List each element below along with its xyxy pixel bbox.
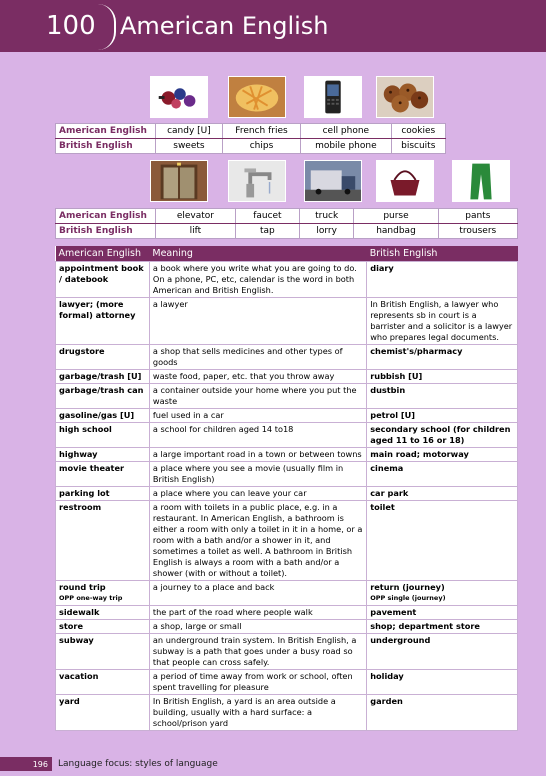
american-term-text: garbage/trash can <box>59 384 144 395</box>
american-term <box>56 369 150 383</box>
pants-image <box>452 160 510 202</box>
glossary-row <box>56 297 518 344</box>
american-term <box>56 344 150 369</box>
glossary-header <box>56 246 518 261</box>
british-word: lorry <box>299 224 353 239</box>
header-american: American English <box>56 246 150 261</box>
british-word: trousers <box>438 224 517 239</box>
british-word: biscuits <box>391 139 445 154</box>
american-term-text: yard <box>59 695 80 706</box>
american-label: American English <box>56 209 156 224</box>
american-word: pants <box>438 209 517 224</box>
british-term-text: rubbish [U] <box>370 370 423 381</box>
phone-image <box>304 76 362 118</box>
meaning: a place where you can leave your car <box>149 486 366 500</box>
american-word: purse <box>354 209 438 224</box>
american-term <box>56 461 150 486</box>
meaning: an underground train system. In British English, a subway is a path that goes under a busy road so that people can cross safely. <box>149 633 366 669</box>
american-term <box>56 383 150 408</box>
british-term <box>367 422 518 447</box>
british-term <box>367 619 518 633</box>
meaning: fuel used in a car <box>149 408 366 422</box>
british-term-text: In British English, a lawyer who represents sb in court is a barrister and a solicitor is a lawyer who prepares legal documents. <box>370 298 513 342</box>
meaning: waste food, paper, etc. that you throw away <box>149 369 366 383</box>
british-term-text: return (journey) <box>370 581 445 592</box>
glossary-row <box>56 605 518 619</box>
british-term <box>367 297 518 344</box>
meaning: a place where you see a movie (usually film in British English) <box>149 461 366 486</box>
british-word: chips <box>222 139 300 154</box>
glossary-row <box>56 633 518 669</box>
candy-image <box>150 76 208 118</box>
british-label: British English <box>56 224 156 239</box>
british-term <box>367 669 518 694</box>
meaning: a shop that sells medicines and other types of goods <box>149 344 366 369</box>
american-term <box>56 633 150 669</box>
british-term <box>367 461 518 486</box>
vocab-table-2 <box>55 208 518 239</box>
british-term-text: secondary school (for children aged 11 to 16 or 18) <box>370 423 511 445</box>
british-term <box>367 694 518 730</box>
american-word: elevator <box>156 209 236 224</box>
american-term-text: vacation <box>59 670 99 681</box>
american-term <box>56 422 150 447</box>
british-term-text: underground <box>370 634 431 645</box>
glossary-row <box>56 486 518 500</box>
american-term <box>56 619 150 633</box>
british-word: lift <box>156 224 236 239</box>
american-term <box>56 580 150 605</box>
british-term-text: pavement <box>370 606 417 617</box>
meaning: In British English, a yard is an area outside a building, usually with a hard surface: a school/prison yard <box>149 694 366 730</box>
british-term-text: holiday <box>370 670 404 681</box>
glossary-row <box>56 383 518 408</box>
american-term-text: restroom <box>59 501 102 512</box>
american-term-text: lawyer; (more formal) attorney <box>59 298 136 320</box>
glossary-row <box>56 408 518 422</box>
american-term <box>56 669 150 694</box>
header-meaning: Meaning <box>149 246 366 261</box>
british-term-text: diary <box>370 262 394 273</box>
american-term <box>56 408 150 422</box>
british-term <box>367 633 518 669</box>
british-term-text: petrol [U] <box>370 409 415 420</box>
american-term-text: sidewalk <box>59 606 100 617</box>
british-term <box>367 500 518 580</box>
footer-text: Language focus: styles of language <box>58 759 218 769</box>
meaning: a large important road in a town or between towns <box>149 447 366 461</box>
british-term <box>367 447 518 461</box>
british-term <box>367 344 518 369</box>
american-term-text: appointment book / datebook <box>59 262 144 284</box>
british-term <box>367 369 518 383</box>
american-word: truck <box>299 209 353 224</box>
purse-image <box>376 160 434 202</box>
meaning: a shop, large or small <box>149 619 366 633</box>
meaning: a container outside your home where you put the waste <box>149 383 366 408</box>
american-term-text: store <box>59 620 84 631</box>
american-label: American English <box>56 124 156 139</box>
unit-number: 100 <box>46 11 96 41</box>
unit-header <box>0 0 546 52</box>
american-term-text: highway <box>59 448 98 459</box>
american-term <box>56 486 150 500</box>
fries-image <box>228 76 286 118</box>
american-term-text: movie theater <box>59 462 125 473</box>
glossary-row <box>56 619 518 633</box>
vocab-table-1 <box>55 123 446 154</box>
glossary-row <box>56 369 518 383</box>
british-term <box>367 383 518 408</box>
american-word: cookies <box>391 124 445 139</box>
british-term <box>367 486 518 500</box>
glossary-row <box>56 580 518 605</box>
british-term-text: dustbin <box>370 384 406 395</box>
american-term-opposite: OPP one-way trip <box>59 593 123 602</box>
american-term-text: subway <box>59 634 94 645</box>
british-term-text: car park <box>370 487 409 498</box>
american-word: French fries <box>222 124 300 139</box>
meaning: a journey to a place and back <box>149 580 366 605</box>
british-term-text: main road; motorway <box>370 448 469 459</box>
glossary-row <box>56 261 518 297</box>
american-word: faucet <box>235 209 299 224</box>
meaning: a book where you write what you are going to do. On a phone, PC, etc, calendar is the word in both American and British English. <box>149 261 366 297</box>
british-term <box>367 408 518 422</box>
page-footer <box>0 756 218 772</box>
british-word: tap <box>235 224 299 239</box>
glossary-table <box>55 246 518 731</box>
american-term <box>56 500 150 580</box>
american-term <box>56 694 150 730</box>
british-word: mobile phone <box>301 139 391 154</box>
british-term-text: chemist's/pharmacy <box>370 345 463 356</box>
american-term-text: high school <box>59 423 112 434</box>
glossary-row <box>56 344 518 369</box>
american-term-text: drugstore <box>59 345 105 356</box>
american-term <box>56 261 150 297</box>
american-term-text: gasoline/gas [U] <box>59 409 135 420</box>
faucet-image <box>228 160 286 202</box>
british-word: handbag <box>354 224 438 239</box>
british-term <box>367 580 518 605</box>
glossary-row <box>56 461 518 486</box>
british-term <box>367 261 518 297</box>
british-term-opposite: OPP single (journey) <box>370 593 446 602</box>
american-word: candy [U] <box>156 124 223 139</box>
british-term-text: garden <box>370 695 403 706</box>
cookies-image <box>376 76 434 118</box>
truck-image <box>304 160 362 202</box>
british-term-text: cinema <box>370 462 404 473</box>
british-label: British English <box>56 139 156 154</box>
meaning: a lawyer <box>149 297 366 344</box>
british-row <box>56 139 446 154</box>
page-number: 196 <box>0 757 52 771</box>
glossary-body <box>56 261 518 730</box>
american-row <box>56 209 518 224</box>
american-term <box>56 605 150 619</box>
american-term-text: garbage/trash [U] <box>59 370 142 381</box>
british-term-text: toilet <box>370 501 395 512</box>
header-british: British English <box>367 246 518 261</box>
glossary-row <box>56 669 518 694</box>
glossary-row <box>56 500 518 580</box>
meaning: a period of time away from work or school, often spent travelling for pleasure <box>149 669 366 694</box>
glossary-row <box>56 447 518 461</box>
british-term <box>367 605 518 619</box>
british-row <box>56 224 518 239</box>
british-term-text: shop; department store <box>370 620 480 631</box>
american-term-text: parking lot <box>59 487 110 498</box>
american-row <box>56 124 446 139</box>
american-word: cell phone <box>301 124 391 139</box>
meaning: a school for children aged 14 to18 <box>149 422 366 447</box>
american-term-text: round trip <box>59 581 106 592</box>
glossary-row <box>56 422 518 447</box>
meaning: the part of the road where people walk <box>149 605 366 619</box>
header-divider <box>98 4 116 50</box>
american-term <box>56 447 150 461</box>
american-term <box>56 297 150 344</box>
elevator-image <box>150 160 208 202</box>
glossary-row <box>56 694 518 730</box>
meaning: a room with toilets in a public place, e.g. in a restaurant. In American English, a bathroom is either a room with only a toilet in it in a home, or a room with a bath and/or a shower in it, and sometimes a toilet as well. A bathroom in British English is always a room with a bath and/or a shower (with or without a toilet). <box>149 500 366 580</box>
unit-title: American English <box>120 12 329 40</box>
british-word: sweets <box>156 139 223 154</box>
